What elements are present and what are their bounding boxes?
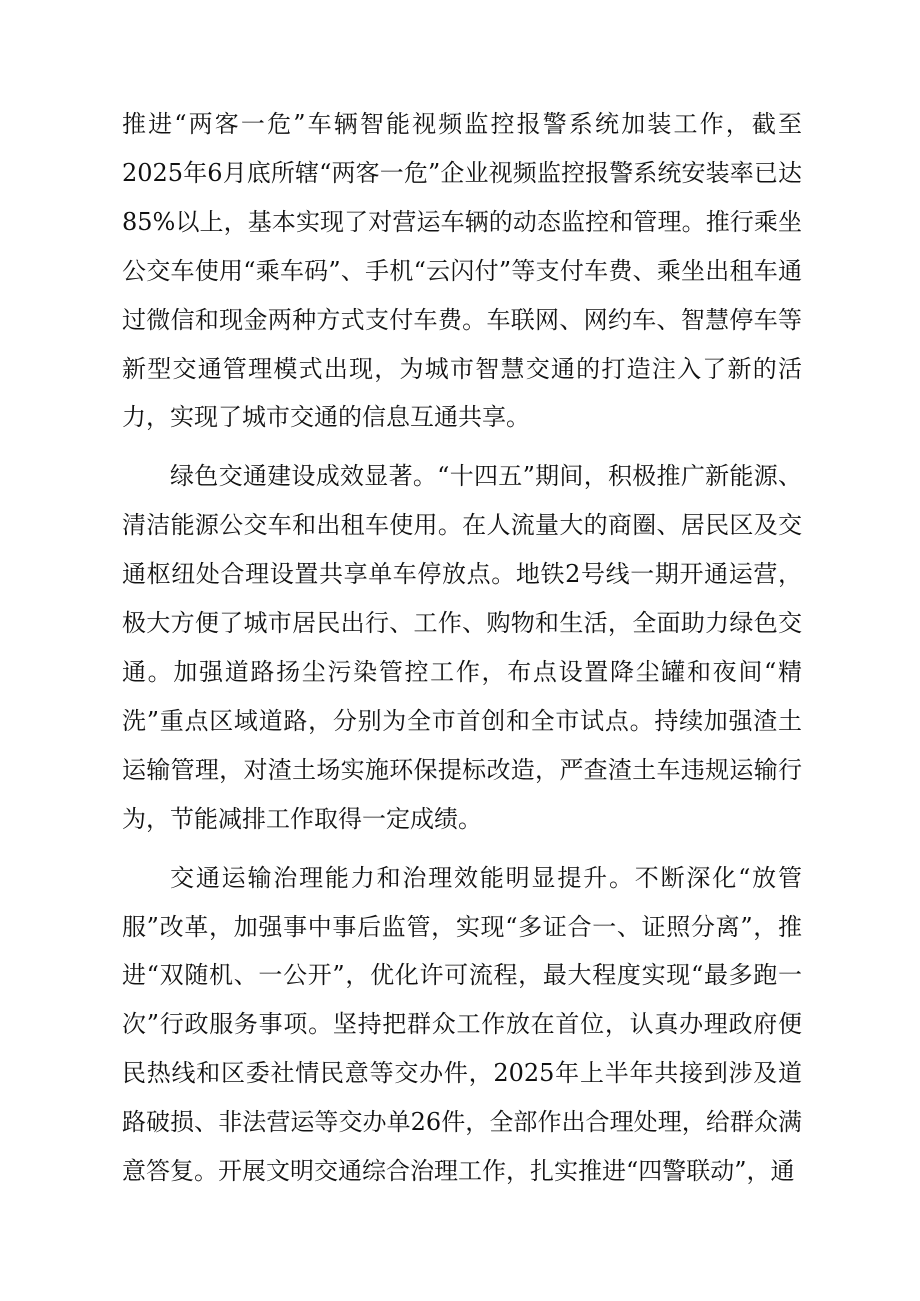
paragraph-governance: 交通运输治理能力和治理效能明显提升。不断深化“放管服”改革，加强事中事后监管，实现“多证合一、证照分离”，推进“双随机、一公开”，优化许可流程，最大程度实现“最多跑一次”行政服务事项。坚持把群众工作放在首位，认真办理政府便民热线和区委社情民意等交办件，2025年上半年共接到涉及道路破损、非法营运等交办单26件，全部作出合理处理，给群众满意答复。开展文明交通综合治理工作，扎实推进“四警联动”，通 — [122, 863, 802, 1186]
paragraph-green-transport: 绿色交通建设成效显著。“十四五”期间，积极推广新能源、清洁能源公交车和出租车使用。在人流量大的商圈、居民区及交通枢纽处合理设置共享单车停放点。地铁2号线一期开通运营，极大方便了城市居民出行、工作、购物和生活，全面助力绿色交通。加强道路扬尘污染管控工作，布点设置降尘罐和夜间“精洗”重点区域道路，分别为全市首创和全市试点。持续加强渣土运输管理，对渣土场实施环保提标改造，严查渣土车违规运输行为，节能减排工作取得一定成绩。 — [122, 462, 802, 833]
document-page — [122, 100, 802, 1206]
paragraph-smart-transport: 推进“两客一危”车辆智能视频监控报警系统加装工作，截至2025年6月底所辖“两客一危”企业视频监控报警系统安装率已达85%以上，基本实现了对营运车辆的动态监控和管理。推行乘坐公交车使用“乘车码”、手机“云闪付”等支付车费、乘坐出租车通过微信和现金两种方式支付车费。车联网、网约车、智慧停车等新型交通管理模式出现，为城市智慧交通的打造注入了新的活力，实现了城市交通的信息互通共享。 — [122, 110, 802, 432]
